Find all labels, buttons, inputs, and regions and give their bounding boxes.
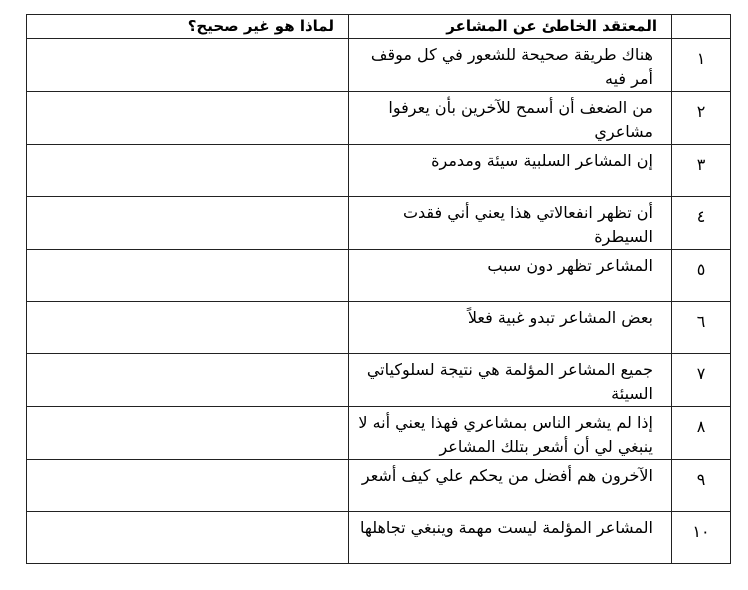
header-row — [27, 15, 731, 39]
header-belief: المعتقد الخاطئ عن المشاعر — [349, 15, 672, 39]
belief-cell: هناك طريقة صحيحة للشعور في كل موقف أمر فيه — [349, 39, 672, 92]
row-number: ٥ — [672, 250, 731, 302]
table-row — [27, 460, 731, 512]
row-number: ٩ — [672, 460, 731, 512]
table-row — [27, 92, 731, 145]
table-row — [27, 39, 731, 92]
belief-cell: إذا لم يشعر الناس بمشاعري فهذا يعني أنه لا ينبغي لي أن أشعر بتلك المشاعر — [349, 407, 672, 460]
table-row — [27, 145, 731, 197]
row-number: ١٠ — [672, 512, 731, 564]
row-number: ٨ — [672, 407, 731, 460]
header-why: لماذا هو غير صحيح؟ — [27, 15, 349, 39]
why-cell[interactable] — [27, 302, 349, 354]
why-cell[interactable] — [27, 460, 349, 512]
why-cell[interactable] — [27, 145, 349, 197]
table-row — [27, 302, 731, 354]
row-number: ٦ — [672, 302, 731, 354]
belief-cell: أن تظهر انفعالاتي هذا يعني أني فقدت السيطرة — [349, 197, 672, 250]
why-cell[interactable] — [27, 250, 349, 302]
belief-cell: الآخرون هم أفضل من يحكم علي كيف أشعر — [349, 460, 672, 512]
why-cell[interactable] — [27, 512, 349, 564]
why-cell[interactable] — [27, 92, 349, 145]
why-cell[interactable] — [27, 39, 349, 92]
row-number: ١ — [672, 39, 731, 92]
beliefs-table — [26, 14, 731, 564]
why-cell[interactable] — [27, 354, 349, 407]
belief-cell: جميع المشاعر المؤلمة هي نتيجة لسلوكياتي السيئة — [349, 354, 672, 407]
row-number: ٤ — [672, 197, 731, 250]
belief-cell: المشاعر تظهر دون سبب — [349, 250, 672, 302]
why-cell[interactable] — [27, 407, 349, 460]
table-row — [27, 197, 731, 250]
table-row — [27, 407, 731, 460]
table-row — [27, 512, 731, 564]
header-index — [672, 15, 731, 39]
row-number: ٣ — [672, 145, 731, 197]
table-row — [27, 354, 731, 407]
belief-cell: من الضعف أن أسمح للآخرين بأن يعرفوا مشاعري — [349, 92, 672, 145]
table-row — [27, 250, 731, 302]
row-number: ٧ — [672, 354, 731, 407]
belief-cell: المشاعر المؤلمة ليست مهمة وينبغي تجاهلها — [349, 512, 672, 564]
why-cell[interactable] — [27, 197, 349, 250]
belief-cell: إن المشاعر السلبية سيئة ومدمرة — [349, 145, 672, 197]
row-number: ٢ — [672, 92, 731, 145]
belief-cell: بعض المشاعر تبدو غبية فعلاً — [349, 302, 672, 354]
